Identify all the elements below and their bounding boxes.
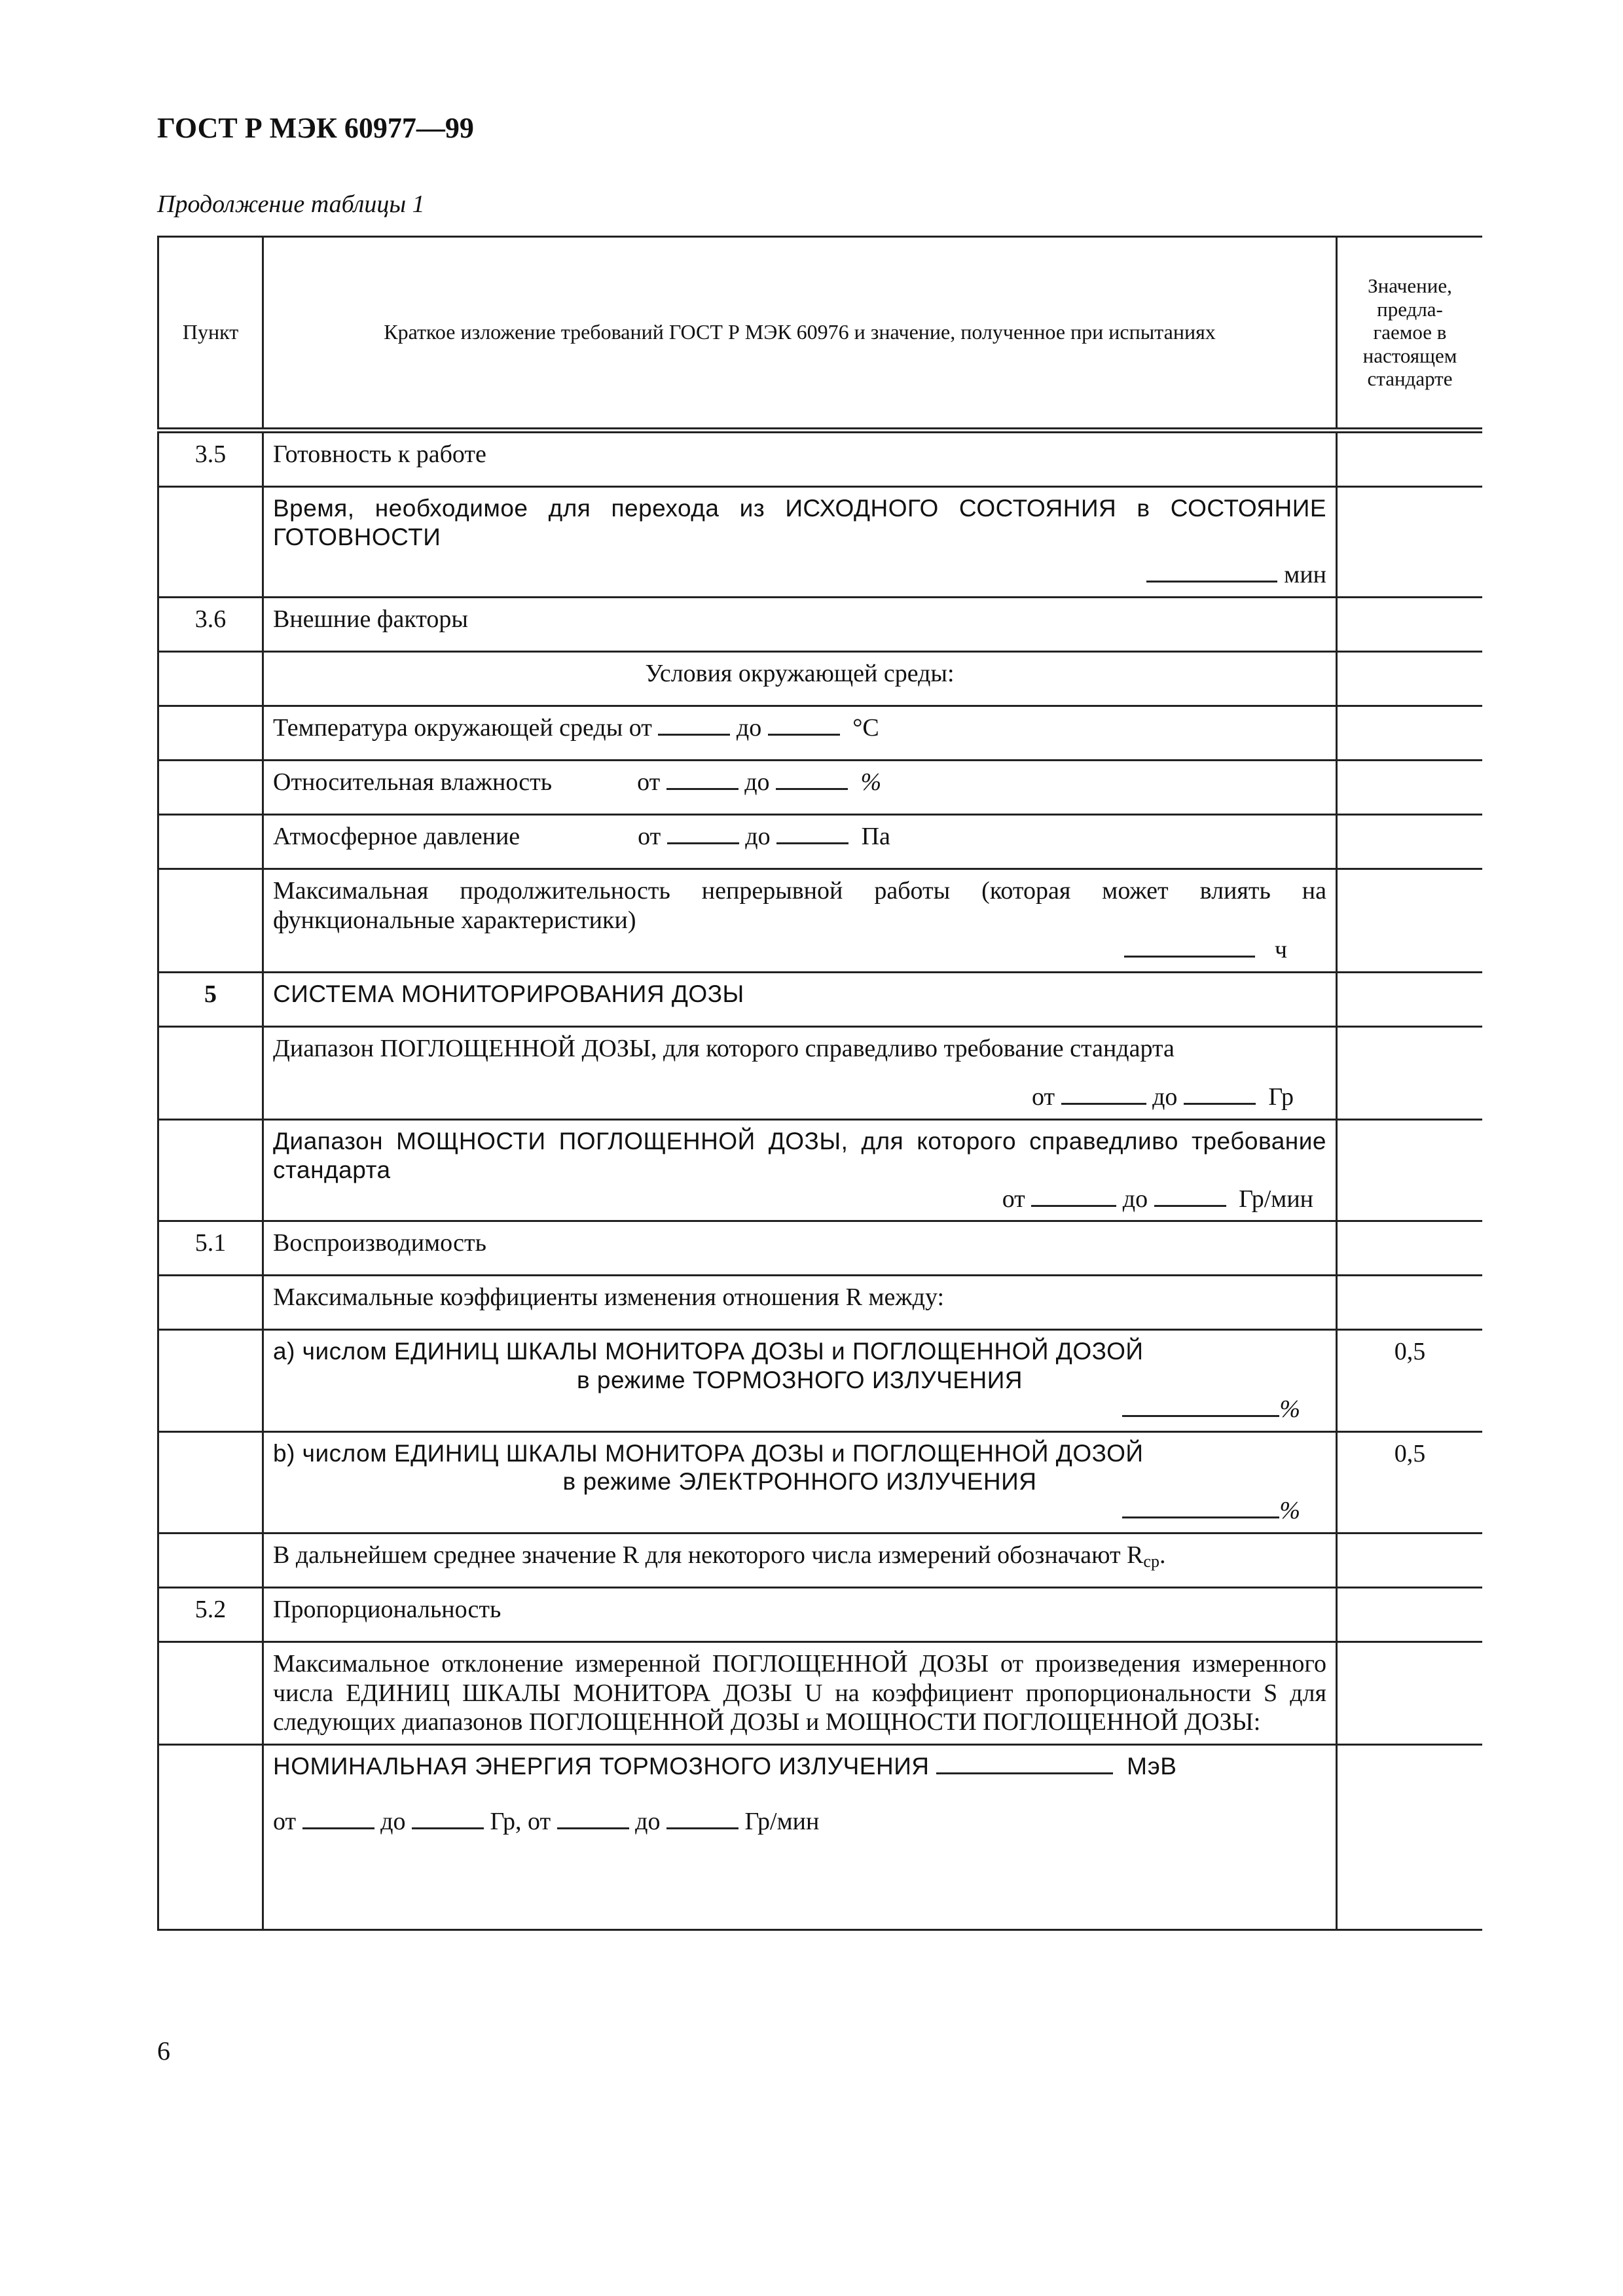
document-header: ГОСТ Р МЭК 60977—99: [157, 112, 474, 144]
from-label: от: [638, 823, 661, 851]
requirement-cell: [263, 1026, 1337, 1120]
requirement-label: Атмосферное давление: [273, 823, 520, 851]
blank-field[interactable]: [1122, 1395, 1279, 1417]
requirement-text: Максимальная продолжительность непрерывной работы (которая может влиять на функциональные характеристики): [273, 877, 1326, 934]
fill-in-line: [273, 1752, 1326, 1781]
section-title: СИСТЕМА МОНИТОРИРОВАНИЯ ДОЗЫ: [263, 972, 1337, 1026]
unit-label: Гр: [1268, 1083, 1294, 1111]
page-number: 6: [157, 2036, 170, 2066]
table-row: [158, 761, 1483, 815]
value-cell: [1337, 1641, 1483, 1744]
item-number: 5: [158, 972, 263, 1026]
requirement-text: Максимальные коэффициенты изменения отношения R между:: [263, 1276, 1337, 1330]
requirement-text: в режиме ТОРМОЗНОГО ИЗЛУЧЕНИЯ: [576, 1367, 1023, 1394]
table-row: [158, 1431, 1483, 1533]
table-row: [158, 706, 1483, 761]
table-row: [158, 1641, 1483, 1744]
requirement-text: а) числом ЕДИНИЦ ШКАЛЫ МОНИТОРА ДОЗЫ и ПОГЛОЩЕННОЙ ДОЗОЙ: [273, 1338, 1144, 1365]
table-row: [158, 598, 1483, 652]
value-cell: [1337, 598, 1483, 652]
table-row: [158, 972, 1483, 1026]
item-number: [158, 487, 263, 598]
value-cell: [1337, 972, 1483, 1026]
proposed-value: 0,5: [1337, 1330, 1483, 1431]
to-label: до: [1122, 1185, 1148, 1213]
fill-in-line: [273, 560, 1326, 590]
proposed-value: 0,5: [1337, 1431, 1483, 1533]
value-cell: [1337, 1533, 1483, 1587]
to-label: до: [1152, 1083, 1178, 1111]
requirements-table: [157, 236, 1482, 1931]
requirement-label: Относительная влажность: [273, 768, 553, 797]
requirements-table-wrapper: [157, 236, 1482, 2029]
table-row: [158, 652, 1483, 706]
item-number: [158, 1533, 263, 1587]
blank-field[interactable]: [658, 714, 730, 736]
table-header-row: [158, 237, 1483, 431]
to-label: до: [744, 768, 770, 797]
blank-field[interactable]: [936, 1753, 1113, 1774]
blank-field[interactable]: [1031, 1185, 1116, 1207]
requirement-text: Пропорциональность: [263, 1587, 1337, 1641]
requirement-cell: [263, 487, 1337, 598]
requirement-text: b) числом ЕДИНИЦ ШКАЛЫ МОНИТОРА ДОЗЫ и ПОГЛОЩЕННОЙ ДОЗОЙ: [273, 1439, 1144, 1467]
unit-label: %: [1279, 1395, 1300, 1423]
table-row: [158, 431, 1483, 487]
to-label: до: [635, 1807, 661, 1835]
blank-field[interactable]: [768, 714, 840, 736]
blank-field[interactable]: [776, 823, 848, 844]
requirement-text: НОМИНАЛЬНАЯ ЭНЕРГИЯ ТОРМОЗНОГО ИЗЛУЧЕНИЯ: [273, 1753, 930, 1780]
blank-field[interactable]: [666, 768, 739, 790]
requirement-cell: [263, 1745, 1337, 1930]
table-row: [158, 487, 1483, 598]
column-header-value: Значение, предла- гаемое в настоящем стандарте: [1337, 237, 1483, 431]
unit-label: %: [860, 768, 882, 797]
item-number: [158, 1431, 263, 1533]
value-cell: [1337, 1745, 1483, 1930]
item-number: [158, 706, 263, 761]
unit-label: °С: [852, 714, 879, 742]
unit-label: Па: [861, 823, 890, 851]
from-label: от: [528, 1807, 551, 1835]
blank-field[interactable]: [1184, 1083, 1256, 1105]
unit-label: Гр/мин: [744, 1807, 820, 1835]
from-label: от: [629, 714, 652, 742]
unit-label: Гр/мин: [1239, 1185, 1313, 1213]
item-number: [158, 1745, 263, 1930]
blank-field[interactable]: [302, 1808, 374, 1829]
requirement-text: Воспроизводимость: [263, 1221, 1337, 1276]
to-label: до: [380, 1807, 406, 1835]
requirement-text: В дальнейшем среднее значение R для некоторого числа измерений обозначают R: [273, 1541, 1144, 1569]
requirement-cell: [263, 761, 1337, 815]
fill-in-line: [273, 1807, 1326, 1837]
requirement-text: Время, необходимое для перехода из ИСХОДНОГО СОСТОЯНИЯ в СОСТОЯНИЕ ГОТОВНОСТИ: [273, 495, 1326, 550]
requirement-cell: [263, 1120, 1337, 1221]
table-row: [158, 1587, 1483, 1641]
requirement-text: Готовность к работе: [263, 431, 1337, 487]
fill-in-line: [273, 1185, 1326, 1214]
table-row: [158, 1276, 1483, 1330]
fill-in-line: [273, 1496, 1326, 1526]
punctuation: .: [1159, 1541, 1166, 1569]
blank-field[interactable]: [1154, 1185, 1226, 1207]
requirement-cell: [263, 815, 1337, 869]
fill-in-line: [273, 1395, 1326, 1424]
value-cell: [1337, 1587, 1483, 1641]
item-number: 5.2: [158, 1587, 263, 1641]
requirement-cell: [263, 869, 1337, 972]
unit-label: Гр,: [490, 1807, 522, 1835]
unit-label: МэВ: [1127, 1753, 1177, 1780]
value-cell: [1337, 652, 1483, 706]
fill-in-line: [273, 935, 1326, 965]
item-number: [158, 761, 263, 815]
table-continuation-label: Продолжение таблицы 1: [157, 190, 425, 218]
requirement-cell: [263, 1330, 1337, 1431]
table-row: [158, 1120, 1483, 1221]
unit-label: %: [1279, 1496, 1300, 1524]
requirement-text: в режиме ЭЛЕКТРОННОГО ИЗЛУЧЕНИЯ: [562, 1468, 1037, 1496]
column-header-item: Пункт: [158, 237, 263, 431]
value-cell: [1337, 706, 1483, 761]
blank-field[interactable]: [666, 1808, 739, 1829]
blank-field[interactable]: [412, 1808, 484, 1829]
requirement-text: Диапазон ПОГЛОЩЕННОЙ ДОЗЫ, для которого справедливо требование стандарта: [273, 1034, 1175, 1062]
value-cell: [1337, 1221, 1483, 1276]
requirement-cell: [263, 706, 1337, 761]
requirement-text: Диапазон МОЩНОСТИ ПОГЛОЩЕННОЙ ДОЗЫ, для которого справедливо требование стандарта: [273, 1128, 1326, 1183]
item-number: [158, 1276, 263, 1330]
value-cell: [1337, 761, 1483, 815]
table-row: [158, 869, 1483, 972]
value-cell: [1337, 1026, 1483, 1120]
value-cell: [1337, 815, 1483, 869]
item-number: 5.1: [158, 1221, 263, 1276]
item-number: [158, 815, 263, 869]
from-label: от: [273, 1807, 297, 1835]
to-label: до: [745, 823, 771, 851]
from-label: от: [1031, 1083, 1055, 1111]
item-number: 3.5: [158, 431, 263, 487]
item-number: [158, 869, 263, 972]
table-row: [158, 1330, 1483, 1431]
item-number: [158, 652, 263, 706]
value-cell: [1337, 431, 1483, 487]
blank-field[interactable]: [776, 768, 848, 790]
requirement-cell: [263, 1533, 1337, 1587]
blank-field[interactable]: [1124, 936, 1255, 958]
table-row: [158, 1533, 1483, 1587]
value-cell: [1337, 869, 1483, 972]
table-row: [158, 1745, 1483, 1930]
item-number: [158, 1120, 263, 1221]
from-label: от: [1002, 1185, 1025, 1213]
requirement-text: Максимальное отклонение измеренной ПОГЛОЩЕННОЙ ДОЗЫ от произведения измеренного числа ЕДИНИЦ ШКАЛЫ МОНИТОРА ДОЗЫ U на коэффициент пропорциональности S для следующих диапазонов ПОГЛОЩЕННОЙ ДОЗЫ и МОЩНОСТИ ПОГЛОЩЕННОЙ ДОЗЫ:: [263, 1641, 1337, 1744]
blank-field[interactable]: [667, 823, 739, 844]
to-label: до: [736, 714, 762, 742]
table-row: [158, 1221, 1483, 1276]
table-row: [158, 1026, 1483, 1120]
item-number: 3.6: [158, 598, 263, 652]
value-cell: [1337, 1276, 1483, 1330]
requirement-text: Внешние факторы: [263, 598, 1337, 652]
unit-label: ч: [1274, 935, 1287, 963]
table-row: [158, 815, 1483, 869]
unit-label: мин: [1284, 561, 1326, 589]
requirement-label: Температура окружающей среды: [273, 714, 623, 742]
subscript-text: ср: [1143, 1551, 1159, 1571]
item-number: [158, 1330, 263, 1431]
blank-field[interactable]: [557, 1808, 629, 1829]
requirement-text: Условия окружающей среды:: [263, 652, 1337, 706]
item-number: [158, 1026, 263, 1120]
from-label: от: [637, 768, 661, 797]
item-number: [158, 1641, 263, 1744]
blank-field[interactable]: [1061, 1083, 1146, 1105]
requirement-cell: [263, 1431, 1337, 1533]
blank-field[interactable]: [1122, 1497, 1279, 1518]
fill-in-line: [273, 1083, 1326, 1112]
value-cell: [1337, 487, 1483, 598]
column-header-requirement: Краткое изложение требований ГОСТ Р МЭК 60976 и значение, полученное при испытаниях: [263, 237, 1337, 431]
value-cell: [1337, 1120, 1483, 1221]
blank-field[interactable]: [1146, 561, 1277, 583]
